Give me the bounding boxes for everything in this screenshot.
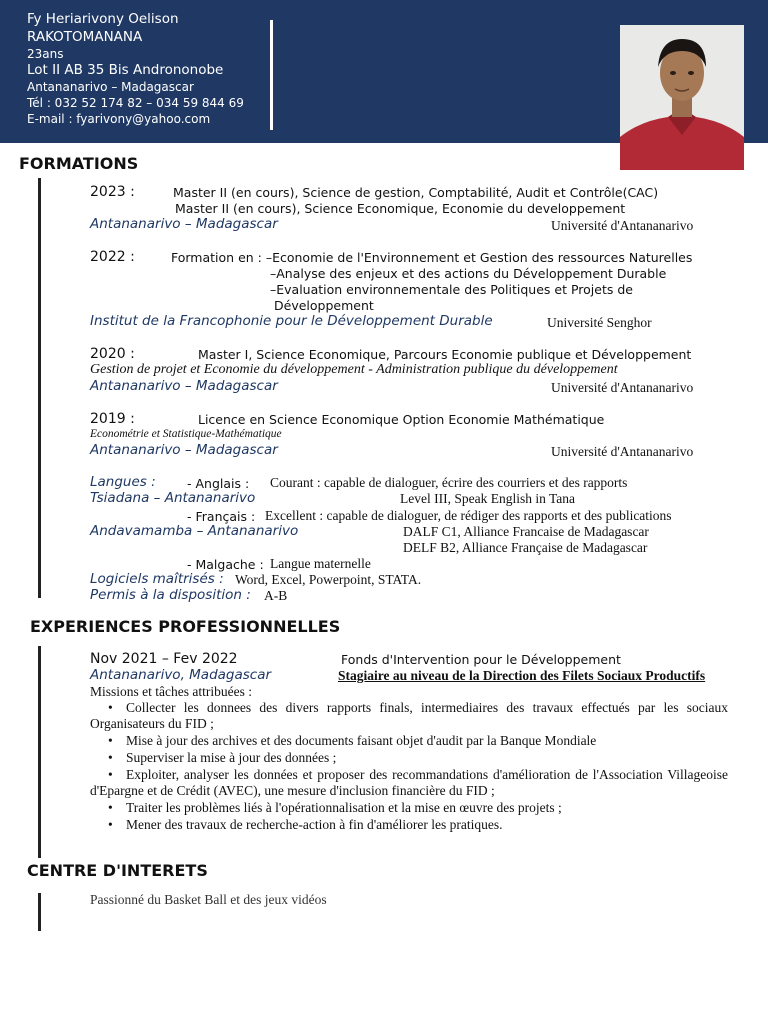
training-line: Formation en : –Economie de l'Environnement et Gestion des ressources Naturelles — [171, 250, 693, 265]
place: Antananarivo – Madagascar — [90, 442, 278, 458]
missions-label: Missions et tâches attribuées : — [90, 684, 252, 699]
english-cert: Level III, Speak English in Tana — [400, 491, 576, 506]
university: Université d'Antananarivo — [551, 218, 694, 233]
malagasy-label: - Malgache : — [187, 557, 264, 572]
french-label: - Français : — [187, 509, 256, 524]
english-place: Tsiadana – Antananarivo — [90, 490, 256, 506]
training-line: –Evaluation environnementale des Politiques et Projets de — [270, 282, 633, 297]
french-cert: DALF C1, Alliance Francaise de Madagascar — [403, 524, 649, 539]
interests-title: CENTRE D'INTERETS — [27, 861, 208, 880]
task-item: • Collecter les donnees des divers rapports finals, intermediaires des travaux effectués par les sociaux Organisateurs du FID ; — [90, 700, 728, 731]
year-2023: 2023 : — [90, 184, 135, 200]
french-desc: Excellent : capable de dialoguer, de rédiger des rapports et des publications — [265, 508, 672, 523]
year-2022: 2022 : — [90, 249, 135, 265]
address: Lot II AB 35 Bis Andrononobe — [27, 62, 224, 78]
training-line: Développement — [274, 298, 374, 313]
degree-detail: Gestion de projet et Economie du développement - Administration publique du développement — [90, 362, 618, 377]
interests-bar — [38, 893, 41, 931]
english-desc: Courant : capable de dialoguer, écrire des courriers et des rapports — [270, 475, 628, 490]
experiences-title: EXPERIENCES PROFESSIONNELLES — [30, 617, 341, 636]
english-label: - Anglais : — [187, 476, 250, 491]
french-place: Andavamamba – Antananarivo — [90, 523, 299, 539]
task-item: • Mener des travaux de recherche-action à fin d'améliorer les pratiques. — [108, 817, 503, 832]
degree-line: Master I, Science Economique, Parcours Economie publique et Développement — [198, 347, 692, 362]
interests-text: Passionné du Basket Ball et des jeux vidéos — [90, 892, 327, 907]
training-line: –Analyse des enjeux et des actions du Développement Durable — [270, 266, 667, 281]
experiences-bar — [38, 646, 41, 858]
task-item: • Mise à jour des archives et des documents faisant objet d'audit par la Banque Mondiale — [108, 733, 597, 748]
university: Université d'Antananarivo — [551, 380, 694, 395]
place: Antananarivo – Madagascar — [90, 378, 278, 394]
place: Antananarivo – Madagascar — [90, 216, 278, 232]
software-value: Word, Excel, Powerpoint, STATA. — [235, 572, 422, 587]
task-item: • Traiter les problèmes liés à l'opérationnalisation et la mise en œuvre des projets ; — [108, 800, 562, 815]
header-divider — [270, 20, 273, 130]
university: Université Senghor — [547, 315, 652, 330]
university: Université d'Antananarivo — [551, 444, 694, 459]
city: Antananarivo – Madagascar — [27, 80, 194, 94]
degree-line: Master II (en cours), Science de gestion, Comptabilité, Audit et Contrôle(CAC) — [173, 185, 659, 200]
malagasy-desc: Langue maternelle — [270, 556, 371, 571]
task-item: • Exploiter, analyser les données et proposer des recommandations d'amélioration de l'Association Villageoise d'Epargne et de Crédit (AVEC), une mesure d'inclusion financière du FID ; — [90, 767, 728, 798]
formations-title: FORMATIONS — [19, 154, 139, 173]
license-value: A-B — [264, 588, 288, 603]
degree-line: Master II (en cours), Science Economique, Economie du developpement — [175, 201, 626, 216]
name-last: RAKOTOMANANA — [27, 29, 143, 45]
tasks-list — [90, 700, 728, 834]
year-2019: 2019 : — [90, 411, 135, 427]
email: E-mail : fyarivony@yahoo.com — [27, 112, 211, 126]
license-label: Permis à la disposition : — [90, 587, 251, 603]
age: 23ans — [27, 47, 64, 61]
phone: Tél : 032 52 174 82 – 034 59 844 69 — [27, 96, 244, 110]
period: Nov 2021 – Fev 2022 — [90, 651, 238, 667]
place: Institut de la Francophonie pour le Développement Durable — [90, 313, 493, 329]
task-item: • Superviser la mise à jour des données ; — [108, 750, 337, 765]
role: Stagiaire au niveau de la Direction des Filets Sociaux Productifs — [338, 668, 706, 683]
year-2020: 2020 : — [90, 346, 135, 362]
work-place: Antananarivo, Madagascar — [90, 667, 272, 683]
organization: Fonds d'Intervention pour le Développement — [341, 652, 621, 667]
software-label: Logiciels maîtrisés : — [90, 571, 224, 587]
degree-line: Licence en Science Economique Option Economie Mathématique — [198, 412, 605, 427]
profile-photo — [620, 25, 744, 170]
languages-label: Langues : — [90, 474, 156, 490]
name-first: Fy Heriarivony Oelison — [27, 11, 179, 27]
degree-detail: Econométrie et Statistique-Mathématique — [90, 428, 282, 440]
formations-bar — [38, 178, 41, 598]
french-cert: DELF B2, Alliance Française de Madagascar — [403, 540, 648, 555]
